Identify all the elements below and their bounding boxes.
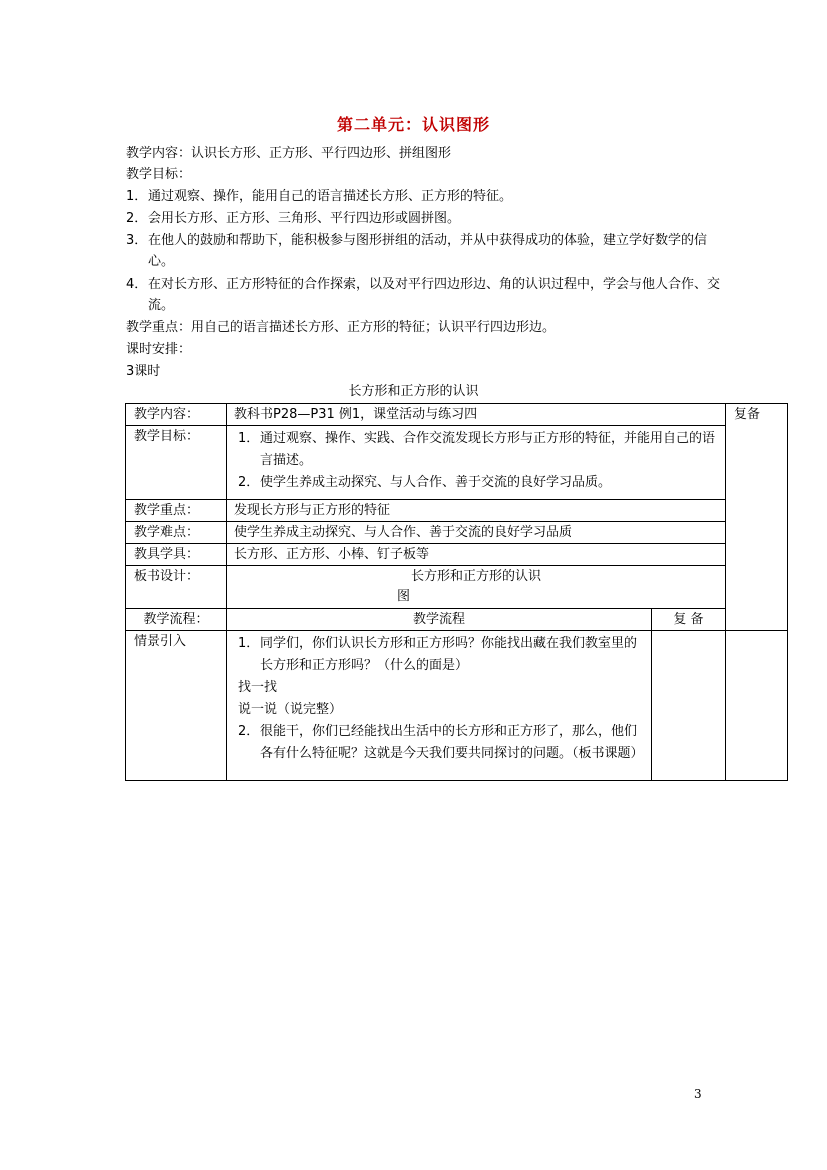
table-row xyxy=(126,500,788,522)
key-label: 教学重点： xyxy=(126,500,227,522)
tools-label: 教具学具： xyxy=(126,544,227,566)
board-design xyxy=(227,566,726,609)
goals-list xyxy=(227,426,726,500)
table-row xyxy=(126,631,788,781)
objective-number: 2． xyxy=(126,211,148,226)
schedule-label: 课时安排： xyxy=(126,342,192,357)
key-points-line: 教学重点：用自己的语言描述长方形、正方形的特征；认识平行四边形边。 xyxy=(126,320,556,335)
unit-title: 第二单元：认识图形 xyxy=(336,115,490,134)
objective-item xyxy=(126,186,738,207)
board-title: 长方形和正方形的认识 xyxy=(410,569,541,584)
goals-label: 教学目标： xyxy=(126,426,227,500)
goal-item xyxy=(234,428,718,472)
stage-item: 找一找 xyxy=(238,680,278,695)
goal-item xyxy=(234,472,718,494)
flow-fubei: 复 备 xyxy=(652,609,726,631)
stage-content xyxy=(227,631,652,781)
stage-item xyxy=(234,721,644,765)
flow-label: 教学流程： xyxy=(126,609,227,631)
stage-number: 1． xyxy=(238,636,260,651)
tools-value: 长方形、正方形、小棒、钉子板等 xyxy=(227,544,726,566)
key-value: 发现长方形与正方形的特征 xyxy=(227,500,726,522)
table-row xyxy=(126,544,788,566)
table-row xyxy=(126,404,788,426)
table-row xyxy=(126,522,788,544)
lesson-title: 长方形和正方形的认识 xyxy=(348,384,479,399)
objective-number: 4． xyxy=(126,277,148,292)
stage-text: 同学们，你们认识长方形和正方形吗？你能找出藏在我们教室里的长方形和正方形吗？（什么的面是） xyxy=(260,636,638,673)
objectives-heading: 教学目标： xyxy=(126,167,192,182)
objective-text: 通过观察、操作，能用自己的语言描述长方形、正方形的特征。 xyxy=(148,189,513,204)
objective-item xyxy=(126,274,724,316)
objective-item xyxy=(126,230,724,272)
objective-item xyxy=(126,208,738,229)
flow-header: 教学流程 xyxy=(227,609,652,631)
content-label: 教学内容： xyxy=(126,404,227,426)
lesson-plan-table xyxy=(125,403,788,781)
objective-text: 在他人的鼓励和帮助下，能积极参与图形拼组的活动，并从中获得成功的体验，建立学好数学的信心。 xyxy=(148,233,708,269)
table-row xyxy=(126,426,788,500)
goal-text: 通过观察、操作、实践、合作交流发现长方形与正方形的特征，并能用自己的语言描述。 xyxy=(260,431,716,468)
board-figure: 图 xyxy=(397,589,411,604)
objective-number: 1． xyxy=(126,189,148,204)
stage-text: 很能干，你们已经能找出生活中的长方形和正方形了，那么，他们各有什么特征呢？这就是今天我们要共同探讨的问题。（板书课题） xyxy=(260,724,644,761)
content-value: 教科书P28—P31 例1，课堂活动与练习四 xyxy=(227,404,726,426)
board-label: 板书设计： xyxy=(126,566,227,609)
goal-text: 使学生养成主动探究、与人合作、善于交流的良好学习品质。 xyxy=(260,475,612,490)
schedule-value: 3课时 xyxy=(126,364,161,379)
goal-number: 1． xyxy=(238,431,260,446)
stage-item xyxy=(234,633,644,677)
table-row xyxy=(126,609,788,631)
stage-number: 2． xyxy=(238,724,260,739)
stage-fubei-cell xyxy=(652,631,726,781)
objective-text: 会用长方形、正方形、三角形、平行四边形或圆拼图。 xyxy=(148,211,461,226)
objective-number: 3． xyxy=(126,233,148,248)
page-number: 3 xyxy=(694,1087,702,1101)
objective-text: 在对长方形、正方形特征的合作探索，以及对平行四边形边、角的认识过程中，学会与他人合作、交流。 xyxy=(148,277,721,313)
stage-extra-cell xyxy=(726,631,788,781)
fubei-label: 复备 xyxy=(726,404,788,631)
stage-item: 说一说（说完整） xyxy=(238,702,343,717)
stage-label: 情景引入 xyxy=(126,631,227,781)
teaching-content-line: 教学内容：认识长方形、正方形、平行四边形、拼组图形 xyxy=(126,146,452,161)
difficulty-value: 使学生养成主动探究、与人合作、善于交流的良好学习品质 xyxy=(227,522,726,544)
difficulty-label: 教学难点： xyxy=(126,522,227,544)
goal-number: 2． xyxy=(238,475,260,490)
table-row xyxy=(126,566,788,609)
